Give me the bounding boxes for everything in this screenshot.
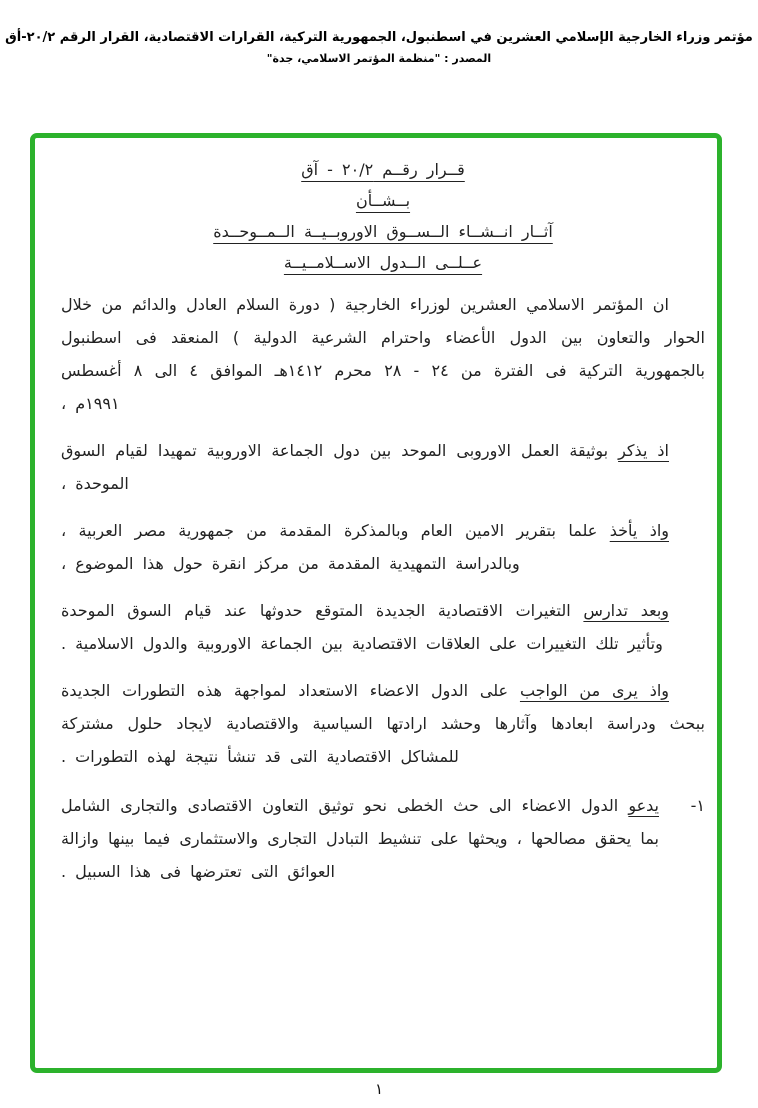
item-text: الدول الاعضاء الى حث الخطى نحو توثيق التعاون الاقتصادى والتجارى الشامل بما يحقق مصالحها ، ويحثها على تنشيط التبادل التجارى والاستثمارى فيما بينها وازالة العوائق التى تعترضها فى هذا السبيل . <box>61 796 659 881</box>
resolution-subject-line-2: عــلــى الــدول الاســلامــيــة <box>283 253 483 272</box>
paragraph-text: على الدول الاعضاء الاستعداد لمواجهة هذه التطورات الجديدة ببحث ودراسة ابعادها وآثارها وحشد ارادتها السياسية والاقتصادية لايجاد حلول مشتركة للمشاكل الاقتصادية التى قد تنشأ نتيجة لهذه التطورات . <box>61 681 705 766</box>
citation-header <box>0 30 758 65</box>
paragraph-text: علما بتقرير الامين العام وبالمذكرة المقدمة من جمهورية مصر العربية ، وبالدراسة التمهيدية المقدمة من مركز انقرة حول هذا الموضوع ، <box>61 521 598 573</box>
item-number-marker: ١- <box>690 796 705 815</box>
citation-source: المصدر : "منظمة المؤتمر الاسلامي، جدة" <box>266 52 492 65</box>
preamble-paragraph-1 <box>61 288 705 420</box>
preamble-paragraph-4 <box>61 594 705 660</box>
item-body <box>61 789 659 888</box>
paragraph-text: ان المؤتمر الاسلامي العشرين لوزراء الخارجية ( دورة السلام العادل والدائم من خلال الحوار والتعاون بين الدول الأعضاء واحترام الشرعية الدولية ) المنعقد فى اسطنبول بالجمهورية التركية فى الفترة من ٢٤ - ٢٨ محرم ١٤١٢هـ الموافق ٤ الى ٨ أغسطس ١٩٩١م ، <box>61 295 706 413</box>
paragraph-text: التغيرات الاقتصادية الجديدة المتوقع حدوثها عند قيام السوق الموحدة وتأثير تلك التغييرات على العلاقات الاقتصادية بين الجماعة الاوروبية والدول الاسلامية . <box>61 601 663 653</box>
citation-title: مؤتمر وزراء الخارجية الإسلامي العشرين في اسطنبول، الجمهورية التركية، القرارات الاقتصادية، القرار الرقم ٢٠/٢-أق <box>5 30 753 45</box>
preamble-paragraph-5 <box>61 674 705 773</box>
resolution-number-title: قــرار رقــم ٢٠/٢ - آق <box>301 160 465 179</box>
paragraph-lead: اذ يذكر <box>618 441 669 460</box>
operative-item-1 <box>61 789 705 888</box>
resolution-subject-label: بــشــأن <box>355 191 411 210</box>
page-number: ١ <box>374 1080 384 1098</box>
resolution-document <box>61 154 705 888</box>
resolution-subject-line-1: آثــار انــشــاء الــســوق الاوروبــيــة الــمــوحــدة <box>213 222 553 241</box>
document-frame <box>30 133 722 1073</box>
item-lead: يدعو <box>628 796 659 815</box>
paragraph-lead: واذ يرى من الواجب <box>519 681 669 700</box>
preamble-paragraph-2 <box>61 434 705 500</box>
preamble-paragraph-3 <box>61 514 705 580</box>
paragraph-lead: واذ يأخذ <box>609 521 669 540</box>
paragraph-text: بوثيقة العمل الاوروبى الموحد بين دول الجماعة الاوروبية تمهيدا لقيام السوق الموحدة ، <box>61 441 609 493</box>
paragraph-lead: وبعد تدارس <box>583 601 670 620</box>
